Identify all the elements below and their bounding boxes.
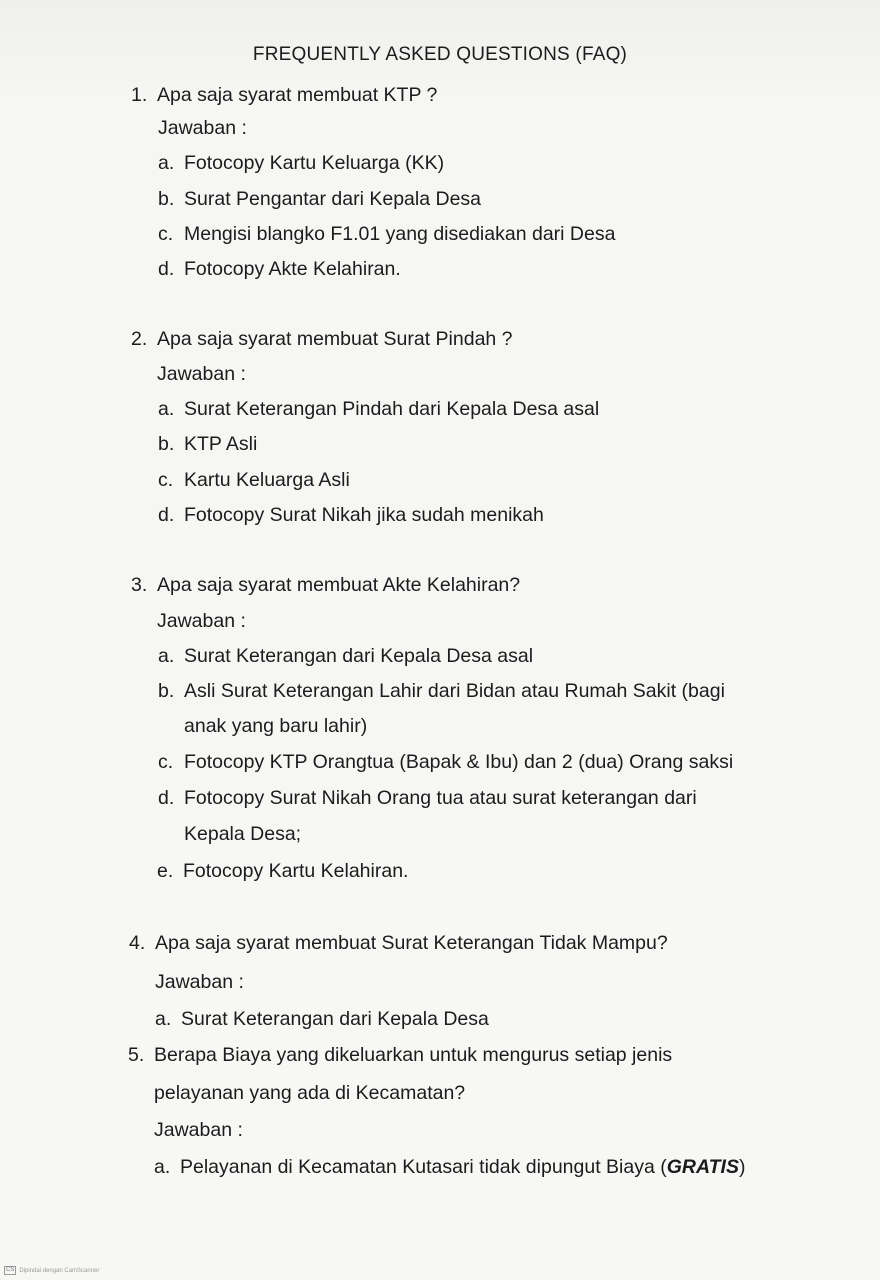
answer-text: Fotocopy KTP Orangtua (Bapak & Ibu) dan 2 (dua) Orang saksi [184,751,734,773]
scanner-watermark [4,1266,99,1275]
answer-text: KTP Asli [184,433,258,455]
answer-letter: b. [158,433,175,455]
answer-label-3: Jawaban : [157,610,246,632]
answer-text: Fotocopy Surat Nikah jika sudah menikah [184,504,544,526]
answer-label-1: Jawaban : [158,117,247,139]
answer-letter: d. [158,787,175,809]
answer-1d [158,257,401,281]
answer-1b [158,187,481,211]
answer-letter: c. [158,469,174,491]
answer-text: Fotocopy Kartu Kelahiran. [183,860,409,882]
answer-1c [158,222,615,246]
answer-letter: b. [158,188,175,210]
answer-3b-continuation: anak yang baru lahir) [184,715,368,737]
answer-letter: a. [155,1008,172,1030]
answer-letter: e. [157,860,174,882]
answer-label-2: Jawaban : [157,363,246,385]
question-text: Apa saja syarat membuat Surat Pindah ? [157,328,513,350]
faq-question-3 [131,573,520,597]
question-text: Apa saja syarat membuat KTP ? [157,84,438,106]
answer-3a [158,644,533,668]
answer-text: Surat Keterangan dari Kepala Desa [181,1008,489,1030]
camscanner-logo: CS [6,1267,15,1273]
answer-2d [158,503,544,527]
question-5-continuation: pelayanan yang ada di Kecamatan? [154,1082,466,1104]
watermark-text: Dipindai dengan CamScanner [19,1267,100,1274]
answer-3d [158,786,697,810]
faq-question-2 [131,327,513,351]
answer-text: Pelayanan di Kecamatan Kutasari tidak dipungut Biaya ( [180,1156,667,1178]
question-number: 4. [129,932,146,954]
answer-letter: c. [158,223,174,245]
answer-text: Mengisi blangko F1.01 yang disediakan dari Desa [184,223,616,245]
question-number: 2. [131,328,148,350]
answer-2a [158,397,599,421]
gratis-emphasis: GRATIS [666,1156,739,1178]
answer-label-4: Jawaban : [155,971,244,993]
page-title: FREQUENTLY ASKED QUESTIONS (FAQ) [252,44,628,65]
answer-5a [154,1155,745,1179]
question-number: 3. [131,574,148,596]
answer-letter: a. [154,1156,171,1178]
answer-3d-continuation: Kepala Desa; [184,823,302,845]
answer-3b [158,679,725,703]
answer-label-5: Jawaban : [154,1119,243,1141]
question-text: Apa saja syarat membuat Akte Kelahiran? [157,574,521,596]
answer-letter: a. [158,152,175,174]
answer-2c [158,468,350,492]
answer-3c [158,750,733,774]
answer-1a [158,151,444,175]
answer-text: Asli Surat Keterangan Lahir dari Bidan atau Rumah Sakit (bagi [184,680,725,702]
answer-text: Kartu Keluarga Asli [184,469,350,491]
answer-text: Surat Keterangan dari Kepala Desa asal [184,645,534,667]
answer-text: Surat Keterangan Pindah dari Kepala Desa asal [184,398,600,420]
answer-letter: a. [158,398,175,420]
question-number: 1. [131,84,148,106]
answer-letter: c. [158,751,174,773]
answer-letter: a. [158,645,175,667]
answer-text: Fotocopy Akte Kelahiran. [184,258,401,280]
question-number: 5. [128,1044,145,1066]
faq-question-5 [128,1043,672,1067]
answer-text: Fotocopy Kartu Keluarga (KK) [184,152,445,174]
answer-letter: d. [158,504,175,526]
answer-4a [155,1007,489,1031]
answer-suffix: ) [738,1156,746,1178]
faq-question-1 [131,83,437,107]
question-text: Apa saja syarat membuat Surat Keterangan Tidak Mampu? [155,932,668,954]
answer-2b [158,432,257,456]
faq-question-4 [129,931,668,955]
answer-letter: b. [158,680,175,702]
answer-3e [157,859,408,883]
answer-text: Surat Pengantar dari Kepala Desa [184,188,482,210]
question-text: Berapa Biaya yang dikeluarkan untuk mengurus setiap jenis [154,1044,673,1066]
answer-letter: d. [158,258,175,280]
answer-text: Fotocopy Surat Nikah Orang tua atau surat keterangan dari [184,787,697,809]
